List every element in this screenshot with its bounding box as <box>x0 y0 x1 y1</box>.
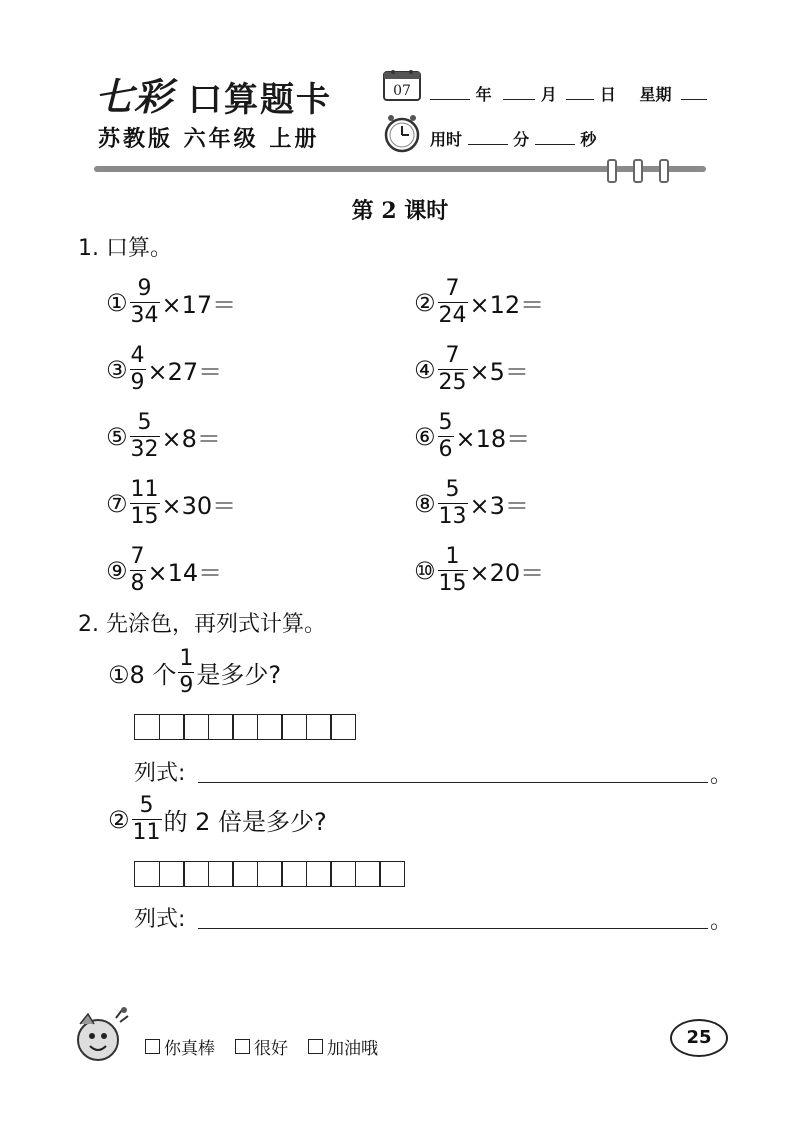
expression-rest: ×12＝ <box>469 291 545 319</box>
year-blank[interactable] <box>430 85 470 100</box>
section2-title: 2. 先涂色，再列式计算。 <box>78 612 326 637</box>
color-cell[interactable] <box>306 714 332 740</box>
rating-label: 加油哦 <box>327 1039 378 1059</box>
denominator: 9 <box>179 673 194 698</box>
color-cell[interactable] <box>232 714 258 740</box>
rating-option[interactable] <box>145 1034 215 1059</box>
numerator: 5 <box>438 410 453 435</box>
seconds-blank[interactable] <box>535 130 575 145</box>
binder-ring <box>607 159 617 183</box>
rating-option[interactable] <box>308 1034 378 1059</box>
numerator: 11 <box>130 477 159 502</box>
rating-options <box>145 1034 378 1059</box>
problem-4 <box>414 345 529 394</box>
denominator: 15 <box>130 504 159 529</box>
denominator: 32 <box>130 437 159 462</box>
color-cell[interactable] <box>159 714 185 740</box>
expression-rest: ×18＝ <box>455 425 531 453</box>
month-label: 月 <box>540 85 557 104</box>
problem-index: ③ <box>106 355 128 384</box>
brand-title: 口算题卡 <box>188 80 332 120</box>
color-cell[interactable] <box>306 861 332 887</box>
problem-index: ⑤ <box>106 422 128 451</box>
fraction <box>130 278 160 327</box>
fraction <box>438 345 468 394</box>
minutes-blank[interactable] <box>468 130 508 145</box>
color-cell[interactable] <box>134 714 160 740</box>
period: 。 <box>710 909 733 934</box>
q1-prefix: ①8 个 <box>108 661 177 689</box>
answer-line-2[interactable] <box>198 926 708 929</box>
denominator: 9 <box>130 370 145 395</box>
problem-2 <box>414 278 544 327</box>
problem-3 <box>106 345 222 394</box>
problem-10 <box>414 546 544 595</box>
denominator: 15 <box>438 571 467 596</box>
denominator: 24 <box>438 303 467 328</box>
fraction <box>438 479 468 528</box>
fraction <box>130 345 146 394</box>
brand-logo: 七彩 <box>95 74 174 119</box>
color-cell[interactable] <box>183 861 209 887</box>
problem-5 <box>106 412 221 461</box>
numerator: 5 <box>445 477 460 502</box>
q2-prefix: ② <box>108 805 130 834</box>
question-2-2 <box>108 795 327 844</box>
q1-suffix: 是多少? <box>196 661 282 689</box>
coloring-strip-11 <box>134 861 404 887</box>
problem-9 <box>106 546 222 595</box>
color-cell[interactable] <box>232 861 258 887</box>
numerator: 1 <box>445 544 460 569</box>
problem-index: ④ <box>414 355 436 384</box>
q2-suffix: 的 2 倍是多少? <box>163 808 327 836</box>
denominator: 11 <box>132 820 161 845</box>
expression-rest: ×14＝ <box>147 559 223 587</box>
color-cell[interactable] <box>159 861 185 887</box>
fraction <box>132 795 162 844</box>
expression-rest: ×27＝ <box>147 358 223 386</box>
color-cell[interactable] <box>208 861 234 887</box>
answer-line-1[interactable] <box>198 780 708 783</box>
month-blank[interactable] <box>503 85 535 100</box>
calendar-icon <box>382 68 422 102</box>
lesson-title: 第 2 课时 <box>351 198 449 224</box>
problem-index: ① <box>106 288 128 317</box>
problem-index: ② <box>414 288 436 317</box>
denominator: 25 <box>438 370 467 395</box>
day-label: 日 <box>599 85 616 104</box>
checkbox[interactable] <box>308 1039 323 1054</box>
problem-index: ⑩ <box>414 556 436 585</box>
minutes-label: 分 <box>513 130 530 149</box>
numerator: 9 <box>137 276 152 301</box>
expression-rest: ×20＝ <box>469 559 545 587</box>
calendar-day: 07 <box>393 83 411 99</box>
formula-label: 列式: <box>134 761 186 786</box>
section1-title: 1. 口算。 <box>78 236 172 261</box>
expression-rest: ×5＝ <box>469 358 529 386</box>
fraction <box>438 546 468 595</box>
year-label: 年 <box>475 85 492 104</box>
fraction <box>438 278 468 327</box>
expression-rest: ×30＝ <box>161 492 237 520</box>
fraction <box>130 546 146 595</box>
problem-index: ⑨ <box>106 556 128 585</box>
week-label: 星期 <box>639 85 672 104</box>
numerator: 5 <box>137 410 152 435</box>
expression-rest: ×3＝ <box>469 492 529 520</box>
day-blank[interactable] <box>566 85 594 100</box>
color-cell[interactable] <box>257 861 283 887</box>
problem-6 <box>414 412 530 461</box>
checkbox[interactable] <box>235 1039 250 1054</box>
clock-icon <box>382 113 422 153</box>
denominator: 34 <box>130 303 159 328</box>
problem-index: ⑥ <box>414 422 436 451</box>
fraction <box>178 648 194 697</box>
color-cell[interactable] <box>330 861 356 887</box>
mascot-icon <box>70 1004 134 1070</box>
problem-7 <box>106 479 236 528</box>
question-2-1 <box>108 648 281 697</box>
period: 。 <box>710 763 733 788</box>
fraction <box>438 412 454 461</box>
checkbox[interactable] <box>145 1039 160 1054</box>
fraction <box>130 412 160 461</box>
binder-ring <box>633 159 643 183</box>
numerator: 1 <box>179 646 194 671</box>
formula-label: 列式: <box>134 907 186 932</box>
denominator: 13 <box>438 504 467 529</box>
rating-label: 很好 <box>254 1039 288 1059</box>
color-cell[interactable] <box>281 861 307 887</box>
week-blank[interactable] <box>681 85 707 100</box>
color-cell[interactable] <box>257 714 283 740</box>
color-cell[interactable] <box>355 861 381 887</box>
numerator: 7 <box>445 276 460 301</box>
binder-ring <box>659 159 669 183</box>
expression-rest: ×17＝ <box>161 291 237 319</box>
numerator: 7 <box>445 343 460 368</box>
rating-label: 你真棒 <box>164 1039 215 1059</box>
fraction <box>130 479 160 528</box>
color-cell[interactable] <box>330 714 356 740</box>
numerator: 7 <box>130 544 145 569</box>
expression-rest: ×8＝ <box>161 425 221 453</box>
edition-label: 苏教版 六年级 上册 <box>98 127 320 152</box>
problem-1 <box>106 278 236 327</box>
color-cell[interactable] <box>281 714 307 740</box>
denominator: 8 <box>130 571 145 596</box>
problem-8 <box>414 479 529 528</box>
color-cell[interactable] <box>134 861 160 887</box>
color-cell[interactable] <box>379 861 405 887</box>
rating-option[interactable] <box>235 1034 288 1059</box>
time-used-label: 用时 <box>430 130 463 149</box>
problem-index: ⑦ <box>106 489 128 518</box>
seconds-label: 秒 <box>580 130 597 149</box>
problem-index: ⑧ <box>414 489 436 518</box>
numerator: 4 <box>130 343 145 368</box>
denominator: 6 <box>438 437 453 462</box>
numerator: 5 <box>139 793 154 818</box>
coloring-strip-9 <box>134 714 355 740</box>
date-fields <box>430 82 707 105</box>
time-fields <box>430 127 596 150</box>
color-cell[interactable] <box>208 714 234 740</box>
page-number: 25 <box>670 1019 728 1057</box>
color-cell[interactable] <box>183 714 209 740</box>
